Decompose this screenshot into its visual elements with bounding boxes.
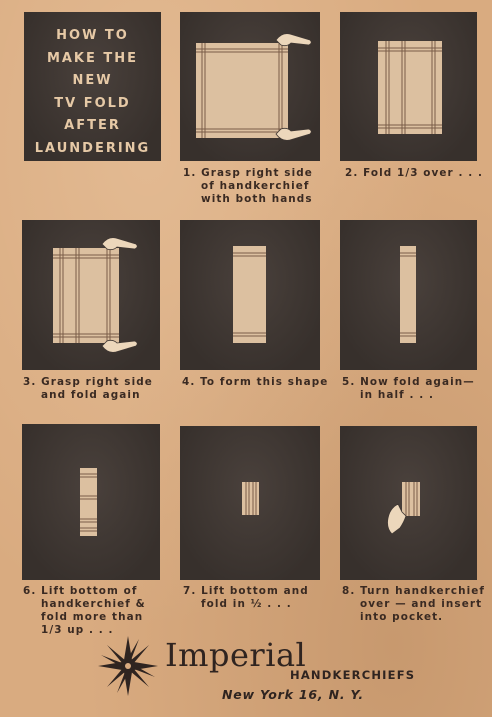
step-2-illustration: [340, 12, 477, 161]
caption-line: into pocket.: [360, 611, 444, 623]
step-8-illustration: [340, 426, 477, 580]
brand-address: New York 16, N. Y.: [222, 687, 364, 702]
caption-line: and fold again: [41, 389, 141, 401]
title-panel: [24, 12, 161, 161]
step-5-illustration: [340, 220, 477, 370]
title-line: NEW: [72, 73, 113, 88]
step-2-caption: [345, 167, 483, 180]
caption-line: over — and insert: [360, 598, 483, 610]
caption-line: 3. Grasp right side: [23, 376, 153, 388]
caption-line: 7. Lift bottom and: [183, 585, 309, 597]
step-3-panel: [22, 220, 160, 370]
caption-line: 1/3 up . . .: [41, 624, 114, 636]
caption-line: 8. Turn handkerchief: [342, 585, 486, 597]
caption-line: in half . . .: [360, 389, 435, 401]
step-2-panel: [340, 12, 477, 161]
caption-line: 5. Now fold again—: [342, 376, 475, 388]
step-4-panel: [180, 220, 320, 370]
title-line: MAKE THE: [46, 50, 139, 66]
step-6-panel: [22, 424, 160, 580]
step-6-caption: [23, 585, 146, 637]
step-7-illustration: [180, 426, 320, 580]
caption-line: fold more than: [41, 611, 144, 623]
step-1-illustration: [180, 12, 320, 161]
step-5-caption: [342, 376, 475, 402]
caption-line: 6. Lift bottom of: [23, 585, 138, 597]
caption-line: fold in ½ . . .: [201, 598, 292, 610]
step-1-panel: [180, 12, 320, 161]
step-3-illustration: [22, 220, 160, 370]
title-line: LAUNDERING: [34, 140, 151, 156]
step-8-panel: [340, 426, 477, 580]
caption-line: 1. Grasp right side: [183, 167, 313, 179]
title-line: TV FOLD: [54, 95, 131, 111]
caption-line: 2. Fold 1/3 over . . .: [345, 167, 484, 179]
step-5-panel: [340, 220, 477, 370]
caption-line: with both hands: [201, 193, 313, 205]
step-3-caption: [23, 376, 153, 402]
step-7-caption: [183, 585, 309, 611]
title-text: [24, 25, 161, 160]
brand-product: HANDKERCHIEFS: [290, 668, 416, 682]
step-4-illustration: [180, 220, 320, 370]
step-6-illustration: [22, 424, 160, 580]
caption-line: of handkerchief: [201, 180, 310, 192]
title-line: HOW TO: [56, 28, 129, 43]
brand-name: Imperial: [165, 636, 307, 674]
step-1-caption: [183, 167, 313, 206]
step-7-panel: [180, 426, 320, 580]
caption-line: 4. To form this shape: [182, 376, 329, 388]
step-8-caption: [342, 585, 485, 624]
star-logo-icon: [96, 634, 160, 698]
caption-line: handkerchief &: [41, 598, 146, 610]
title-line: AFTER: [64, 118, 121, 133]
step-4-caption: [182, 376, 328, 389]
